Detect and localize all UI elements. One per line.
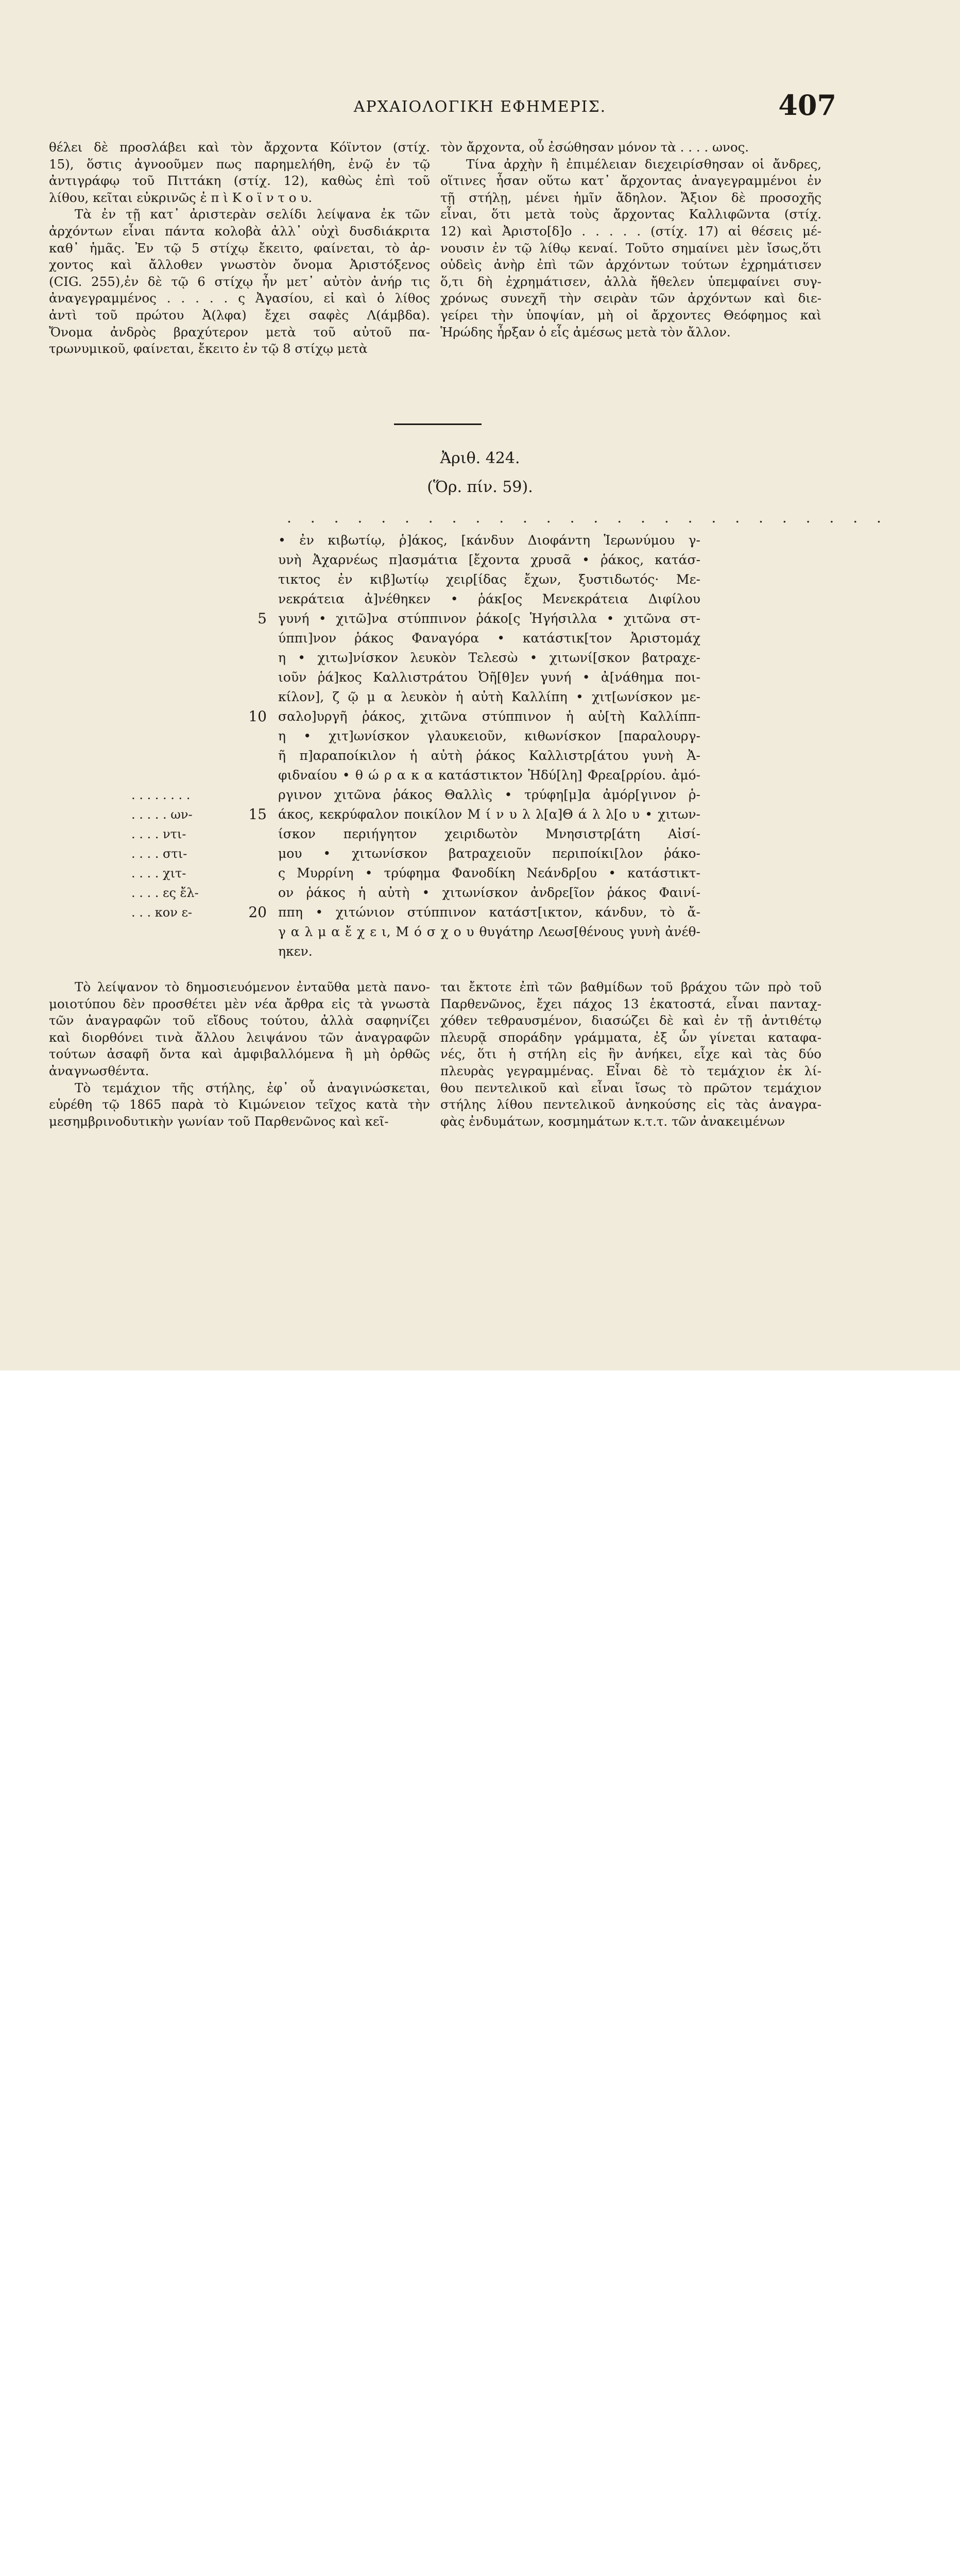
- text-line: οἵτινες ἦσαν οὕτω κατ᾽ ἄρχοντας ἀναγεγραμμένοι ἐν: [440, 173, 821, 189]
- text-line: Παρθενῶνος, ἔχει πάχος 13 ἑκατοστά, εἶναι πανταχ-: [440, 996, 821, 1011]
- text-line: τούτων ἀσαφῆ ὄντα καὶ ἀμφιβαλλόμενα ἢ μὴ ὀρθῶς: [49, 1046, 430, 1062]
- text-line: τρωνυμικοῦ, φαίνεται, ἔκειτο ἐν τῷ 8 στίχῳ μετὰ: [49, 341, 368, 357]
- fragment-line: . . . κον ε-: [131, 905, 192, 920]
- inscription-line: • ἐν κιβωτίῳ, ῥ]άκος, [κάνδυν Διοφάντη Ἱερωνύμου γ-: [278, 533, 700, 548]
- top-right-column: [440, 139, 821, 341]
- text-line: λίθου, κεῖται εὐκρινῶς ἐ π ὶ Κ ο ϊ ν τ ο υ.: [49, 190, 312, 205]
- footer: [0, 1370, 960, 1426]
- inscription-line: η • χιτω]νίσκον λευκὸν Τελεσὼ • χιτωνί[σκον βατραχε-: [278, 650, 700, 665]
- text-line: ἀρχόντων εἶναι πάντα κολοβὰ ἀλλ᾽ οὐχὶ δυσδιάκριτα: [49, 223, 430, 239]
- line-number: 15: [248, 806, 267, 823]
- text-line: τὸν ἄρχοντα, οὗ ἐσώθησαν μόνον τὰ . . . . ωνος.: [440, 140, 749, 155]
- text-line: (CIG. 255),ἐν δὲ τῷ 6 στίχῳ ἦν μετ᾽ αὐτὸν ἀνήρ τις: [49, 274, 430, 289]
- fragment-line: . . . . ντι-: [131, 827, 186, 841]
- text-line: εἶναι, ὅτι μετὰ τοὺς ἄρχοντας Καλλιφῶντα (στίχ.: [440, 207, 821, 222]
- inscription-line: ηκεν.: [278, 944, 313, 959]
- text-line: 12) καὶ Ἀριστο[δ]ο . . . . . (στίχ. 17) αἱ θέσεις μέ-: [440, 223, 821, 239]
- inscription-line: ργινον χιτῶνα ῥάκος Θαλλὶς • τρύφη[μ]α ἀμόρ[γινον ῥ-: [278, 787, 700, 802]
- bottom-left-column: [49, 979, 430, 1130]
- inscription-line: ίσκον περιήγητον χειριδωτὸν Μνησιστρ[άτη Αἰσί-: [278, 826, 700, 841]
- text-line: πλευρᾷ σποράδην γράμματα, ἐξ ὧν γίνεται καταφα-: [440, 1029, 821, 1045]
- inscription-line: ππη • χιτώνιον στύππινον κατάστ[ικτον, κάνδυν, τὸ ἄ-: [278, 905, 700, 920]
- fragment-line: . . . . στι-: [131, 846, 187, 861]
- text-line: καθ᾽ ἡμᾶς. Ἐν τῷ 5 στίχῳ ἔκειτο, φαίνεται, τὸ ἀρ-: [49, 240, 430, 256]
- inscription-number: Ἀριθ. 424.: [440, 449, 520, 467]
- inscription-line: ύππι]νον ῥάκος Φαναγόρα • κατάστικ[τον Ἀριστομάχ: [278, 631, 700, 646]
- line-number: 5: [258, 610, 267, 627]
- text-line: Ἡρώδης ἦρξαν ὁ εἷς ἀμέσως μετὰ τὸν ἄλλον.: [440, 324, 731, 340]
- inscription-line: γ α λ μ α ἔ χ ε ι, Μ ό σ χ ο υ θυγάτηρ Λεωσ[θένους γυνὴ ἀνέθ-: [278, 924, 700, 939]
- text-line: χοντος καὶ ἄλλοθεν γνωστὸν ὄνομα Ἀριστόξενος: [49, 257, 430, 273]
- fragment-line: . . . . χιτ-: [131, 866, 186, 880]
- text-line: μεσημβρινοδυτικὴν γωνίαν τοῦ Παρθενῶνος καὶ κεῖ-: [49, 1113, 389, 1129]
- text-line: τῶν ἀναγραφῶν τοῦ εἴδους τούτου, ἀλλὰ σαφηνίζει: [49, 1013, 430, 1028]
- text-line: πλευρὰς γεγραμμένας. Εἶναι δὲ τὸ τεμάχιον ἐκ λί-: [440, 1063, 821, 1078]
- text-line: 15), ὅστις ἀγνοοῦμεν πως παρημελήθη, ἐνῷ ἐν τῷ: [49, 156, 430, 172]
- text-line: οὐδεὶς ἀνὴρ ἐπὶ τῶν ἀρχόντων τούτων ἐχρημάτισεν: [440, 257, 821, 273]
- text-line: ἀντιγράφῳ τοῦ Πιττάκη (στίχ. 12), καθὼς ἐπὶ τοῦ: [49, 173, 430, 189]
- text-line: θέλει δὲ προσλάβει καὶ τὸν ἄρχοντα Κόϊντον (στίχ.: [49, 140, 430, 155]
- text-line: νουσιν ἐν τῷ λίθῳ κεναί. Τοῦτο σημαίνει μὲν ἴσως,ὅτι: [440, 240, 821, 256]
- text-line: χόθεν τεθραυσμένον, διασώζει δὲ καὶ ἐν τῇ ἀντιθέτῳ: [440, 1013, 821, 1028]
- text-line: τῇ στήλῃ, μένει ἡμῖν ἄδηλον. Ἄξιον δὲ προσοχῆς: [440, 190, 821, 205]
- text-line: ὅ,τι δὴ ἐχρημάτισεν, ἀλλὰ ἤθελεν ὑπεμφαίνει συγ-: [440, 274, 821, 289]
- fragment-line: . . . . ες ἔλ-: [131, 886, 199, 900]
- text-line: ται ἔκτοτε ἐπὶ τῶν βαθμίδων τοῦ βράχου τῶν πρὸ τοῦ: [440, 979, 821, 994]
- inscription-line: η • χιτ]ωνίσκον γλαυκειοῦν, κιθωνίσκον [παραλουργ-: [278, 728, 700, 743]
- inscription-line: γυνή • χιτῶ]να στύππινον ῥάκο[ς Ἡγήσιλλα • χιτῶνα στ-: [278, 611, 700, 626]
- text-line: καὶ διορθόνει τινὰ ἄλλου λειψάνου τῶν ἀναγραφῶν: [49, 1029, 430, 1045]
- text-line: εὑρέθη τῷ 1865 παρὰ τὸ Κιμώνειον τεῖχος κατὰ τὴν: [49, 1097, 430, 1112]
- fragment-line: . . . . . ων-: [131, 807, 193, 822]
- line-number: 20: [248, 904, 267, 921]
- text-line: νές, ὅτι ἡ στήλη εἰς ἣν ἀνήκει, εἶχε καὶ τὰς δύο: [440, 1046, 821, 1062]
- inscription-line: τικτος ἐν κιβ]ωτίῳ χειρ[ίδας ἔχων, ξυστιδωτός· Με-: [278, 572, 700, 587]
- inscription-line: ῆ π]αραποίκιλον ἡ αὐτὴ ῥάκος Καλλιστρ[άτου γυνὴ Ἀ-: [278, 748, 700, 763]
- inscription-line: ς Μυρρίνη • τρύφημα Φανοδίκη Νεάνδρ[ου • κατάστικτ-: [278, 866, 700, 880]
- text-line: Τὰ ἐν τῇ κατ᾽ ἀριστερὰν σελίδι λείψανα ἐκ τῶν: [75, 207, 430, 222]
- text-line: γείρει τὴν ὑποψίαν, μὴ οἱ ἄρχοντες Θεόφημος καὶ: [440, 307, 821, 323]
- top-left-column: [49, 139, 430, 358]
- bottom-right-column: [440, 979, 821, 1130]
- inscription-reference: (Ὅρ. πίν. 59).: [427, 478, 533, 496]
- text-line: στήλης λίθου πεντελικοῦ ἀνηκούσης εἰς τὰς ἀναγρα-: [440, 1097, 821, 1112]
- inscription-line: ιοῦν ῥά]κος Καλλιστράτου Ὀῆ[θ]εν γυνή • ἀ[νάθημα ποι-: [278, 670, 700, 685]
- text-line: Τὸ λείψανον τὸ δημοσιευόμενον ἐνταῦθα μετὰ πανο-: [75, 979, 430, 994]
- inscription-line: σαλο]υργῆ ῥάκος, χιτῶνα στύππινον ἡ αὐ[τὴ Καλλίππ-: [278, 709, 700, 724]
- line-number: 10: [248, 708, 267, 725]
- page-number: 407: [778, 89, 836, 122]
- running-title: ΑΡΧΑΙΟΛΟΓΙΚΗ ΕΦΗΜΕΡΙΣ.: [353, 98, 607, 116]
- text-line: θου πεντελικοῦ καὶ εἶναι ἴσως τὸ πρῶτον τεμάχιον: [440, 1080, 821, 1095]
- inscription-line: ον ῥάκος ἡ αὐτὴ • χιτωνίσκον ἀνδρε[ῖον ῥάκος Φαινί-: [278, 885, 700, 900]
- inscription-line: μου • χιτωνίσκον βατραχειοῦν περιποίκι[λον ῥάκο-: [278, 846, 700, 861]
- fragment-line: . . . . . . . .: [131, 788, 191, 802]
- text-line: Τὸ τεμάχιον τῆς στήλης, ἐφ᾽ οὗ ἀναγινώσκεται,: [75, 1080, 430, 1095]
- inscription-line: άκος, κεκρύφαλον ποικίλον Μ ί ν υ λ λ[α]Θ ά λ λ[ο υ • χιτων-: [278, 807, 700, 822]
- inscription-line: κίλον], ζ ῷ μ α λευκὸν ἡ αὐτὴ Καλλίπη • χιτ[ωνίσκον με-: [278, 689, 700, 704]
- section-divider: [394, 423, 482, 425]
- text-line: φὰς ἐνδυμάτων, κοσμημάτων κ.τ.τ. τῶν ἀνακειμένων: [440, 1113, 785, 1129]
- text-line: Ὄνομα ἀνδρὸς βραχύτερον μετὰ τοῦ αὐτοῦ πα-: [49, 324, 430, 340]
- text-line: χρόνως συνεχῆ τὴν σειρὰν τῶν ἀρχόντων καὶ διε-: [440, 291, 821, 306]
- text-line: Τίνα ἀρχὴν ἢ ἐπιμέλειαν διεχειρίσθησαν οἱ ἄνδρες,: [466, 156, 821, 172]
- inscription-dots: . . . . . . . . . . . . . . . . . . . . . . . . . .: [287, 509, 888, 526]
- inscription-line: νεκράτεια ἀ]νέθηκεν • ῥάκ[ος Μενεκράτεια Διφίλου: [278, 591, 700, 606]
- text-line: ἀντὶ τοῦ πρώτου Ἀ(λφα) ἔχει σαφὲς Λ(άμβδα).: [49, 307, 430, 323]
- text-line: ἀναγεγραμμένος . . . . . ς Ἀγασίου, εἰ καὶ ὁ λίθος: [49, 291, 430, 306]
- text-line: μοιοτύπου δὲν προσθέτει μὲν νέα ἄρθρα εἰς τὰ γνωστὰ: [49, 996, 430, 1011]
- inscription-line: φιδναίου • θ ώ ρ α κ α κατάστικτον Ἡδύ[λη] Φρεα[ρρίου. ἀμό-: [278, 768, 700, 783]
- inscription-line: υνὴ Ἀχαρνέως π]ασμάτια [ἔχοντα χρυσᾶ • ῥάκος, κατάσ-: [278, 552, 700, 567]
- text-line: ἀναγνωσθέντα.: [49, 1063, 149, 1078]
